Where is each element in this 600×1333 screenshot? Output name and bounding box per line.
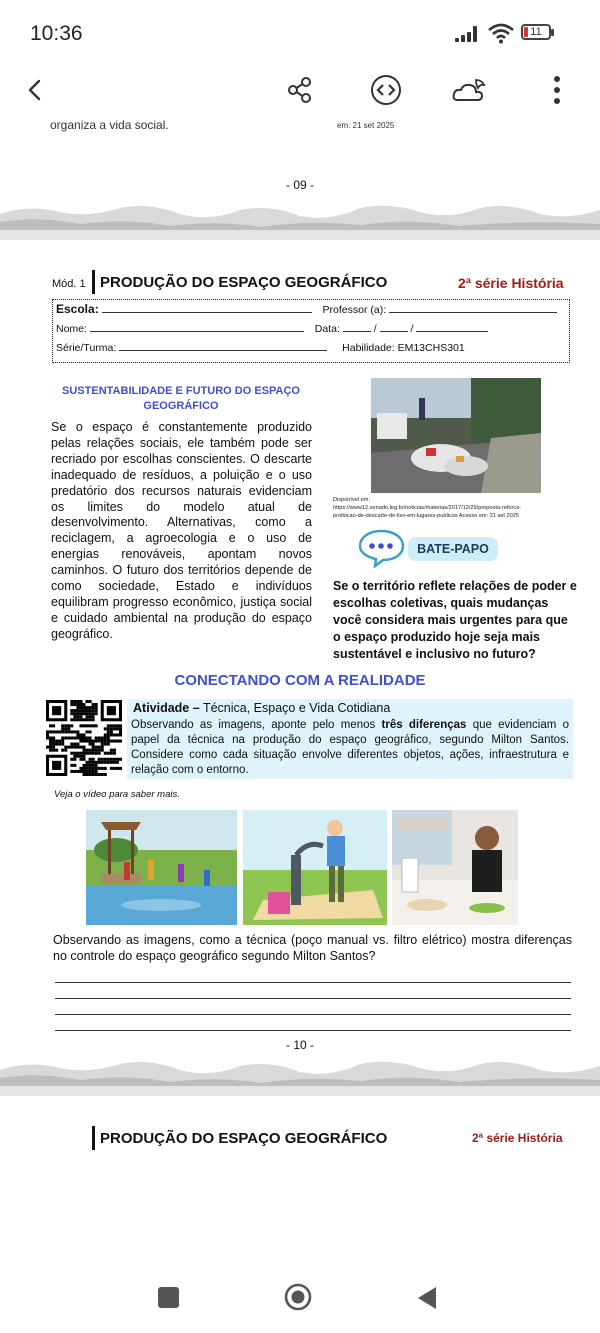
share-icon[interactable] [280,70,320,110]
answer-line-2[interactable] [55,998,571,999]
page-gap [0,230,600,240]
hand-pump-image [243,810,387,925]
discussion-question: Se o território reflete relações de poder e escolhas coletivas, quais mudanças você considera mais urgentes para que o espaço produzido hoje seja mais sustentável e inclusivo no futuro? [333,579,577,661]
next-page-title: PRODUÇÃO DO ESPAÇO GEOGRÁFICO [100,1130,388,1147]
class-field[interactable] [119,340,327,351]
night-mode-icon[interactable] [450,70,490,110]
answer-line-1[interactable] [55,982,571,983]
chat-bubble-icon [357,528,405,568]
bottom-question: Observando as imagens, como a técnica (poço manual vs. filtro elétrico) mostra diferenças no controle do espaço geográfico segundo Milton Santos? [53,933,572,963]
activity-heading [133,701,390,715]
section-title-line-1: SUSTENTABILIDADE E FUTURO DO ESPAÇO [62,385,300,397]
back-triangle-icon[interactable] [416,1285,438,1311]
previous-page-access: em: 21 set 2025 [337,121,395,130]
class-label: Série/Turma: [56,342,117,354]
code-icon[interactable] [366,70,406,110]
student-form: Escola: Professor (a): Nome: Data: / / Série/Turma: Habilidade: EM13CHS301 [52,299,570,363]
answer-line-3[interactable] [55,1014,571,1015]
navigation-bar [0,1262,600,1333]
activity-box [127,699,573,779]
well-village-image [86,810,237,925]
activity-text-a: Observando as imagens, aponte pelo menos [131,719,376,731]
page-number-09: - 09 - [285,178,314,192]
home-icon[interactable] [284,1283,312,1311]
grade-label: 2ª série História [458,275,564,291]
next-grade-label: 2ª série História [472,1131,563,1145]
trash-photo [371,378,541,493]
caption-line-3: proibicao-de-descarte-de-lixo-em-lugares-publicos Acesso em: 21 set 2025 [333,513,519,519]
activity-text-b: que evidenciam o papel da técnica na produção do espaço geográfico, segundo Milton Santos. Considere como cada situação envolve diferentes objetos, ações, infraestrutura e relação com o entorno. [131,719,569,776]
torn-paper-edge-2 [0,1056,600,1086]
date-day-field[interactable] [343,321,371,332]
name-field[interactable] [90,321,304,332]
activity-label: Atividade – [133,701,200,715]
signal-icon [455,26,481,42]
section-title [50,384,312,414]
video-note: Veja o vídeo para saber mais. [54,789,180,800]
battery-level: 11 [530,26,542,38]
school-field[interactable] [102,302,312,313]
image-caption [333,496,573,520]
chat-label: BATE-PAPO [408,537,498,561]
skill-label: Habilidade: EM13CHS301 [342,342,465,354]
app-toolbar [0,64,600,114]
document-viewer[interactable] [0,114,600,1152]
status-bar [0,0,600,64]
page-10 [0,240,600,1060]
previous-page [0,114,600,204]
connect-title: CONECTANDO COM A REALIDADE [174,672,426,689]
back-arrow-icon[interactable] [16,70,56,110]
header-divider [92,270,95,294]
section-title-line-2: GEOGRÁFICO [143,400,219,412]
date-year-field[interactable] [416,321,488,332]
qr-code[interactable] [46,700,122,776]
recent-apps-icon[interactable] [158,1287,179,1308]
next-header-divider [92,1126,95,1150]
date-label: Data: [314,323,340,335]
torn-paper-edge [0,200,600,230]
body-text: Se o espaço é constantemente produzido pelas relações sociais, ele também pode ser recriado por escolhas conscientes. O descarte inadequado de resíduos, a poluição e o uso predatório dos recursos naturais evidenciam os limites do modelo atual de desenvolvimento. Alternativas, como a reciclagem, a agroecologia e o uso de energias renováveis, apontam novos caminhos. O futuro dos territórios depende de como sociedade, Estado e indivíduos equilibram progresso econômico, justiça social e cuidado ambiental na produção do espaço geográfico. [51,420,312,641]
activity-text [131,718,569,778]
previous-page-text: organiza a vida social. [50,118,169,132]
next-page [0,1096,600,1152]
school-label: Escola: [56,302,99,316]
wifi-icon [487,22,515,44]
activity-text-bold: três diferenças [381,719,467,731]
page-number-10: - 10 - [285,1038,314,1052]
activity-subtitle: Técnica, Espaço e Vida Cotidiana [202,701,391,715]
page-title: PRODUÇÃO DO ESPAÇO GEOGRÁFICO [100,274,388,291]
module-label: Mód. 1 [52,278,86,290]
answer-line-4[interactable] [55,1030,571,1031]
date-month-field[interactable] [380,321,408,332]
battery-icon [521,24,551,40]
caption-link[interactable]: https://www12.senado.leg.br/noticias/materias/2017/12/29/proposta-reforca- [333,505,522,511]
name-label: Nome: [56,323,87,335]
status-time: 10:36 [30,22,83,45]
teacher-label: Professor (a): [322,304,387,316]
more-options-icon[interactable] [537,70,577,110]
page-gap-2 [0,1086,600,1096]
caption-line-1: Disponível em: [333,497,370,503]
teacher-field[interactable] [389,302,557,313]
kitchen-filter-image [392,810,518,925]
